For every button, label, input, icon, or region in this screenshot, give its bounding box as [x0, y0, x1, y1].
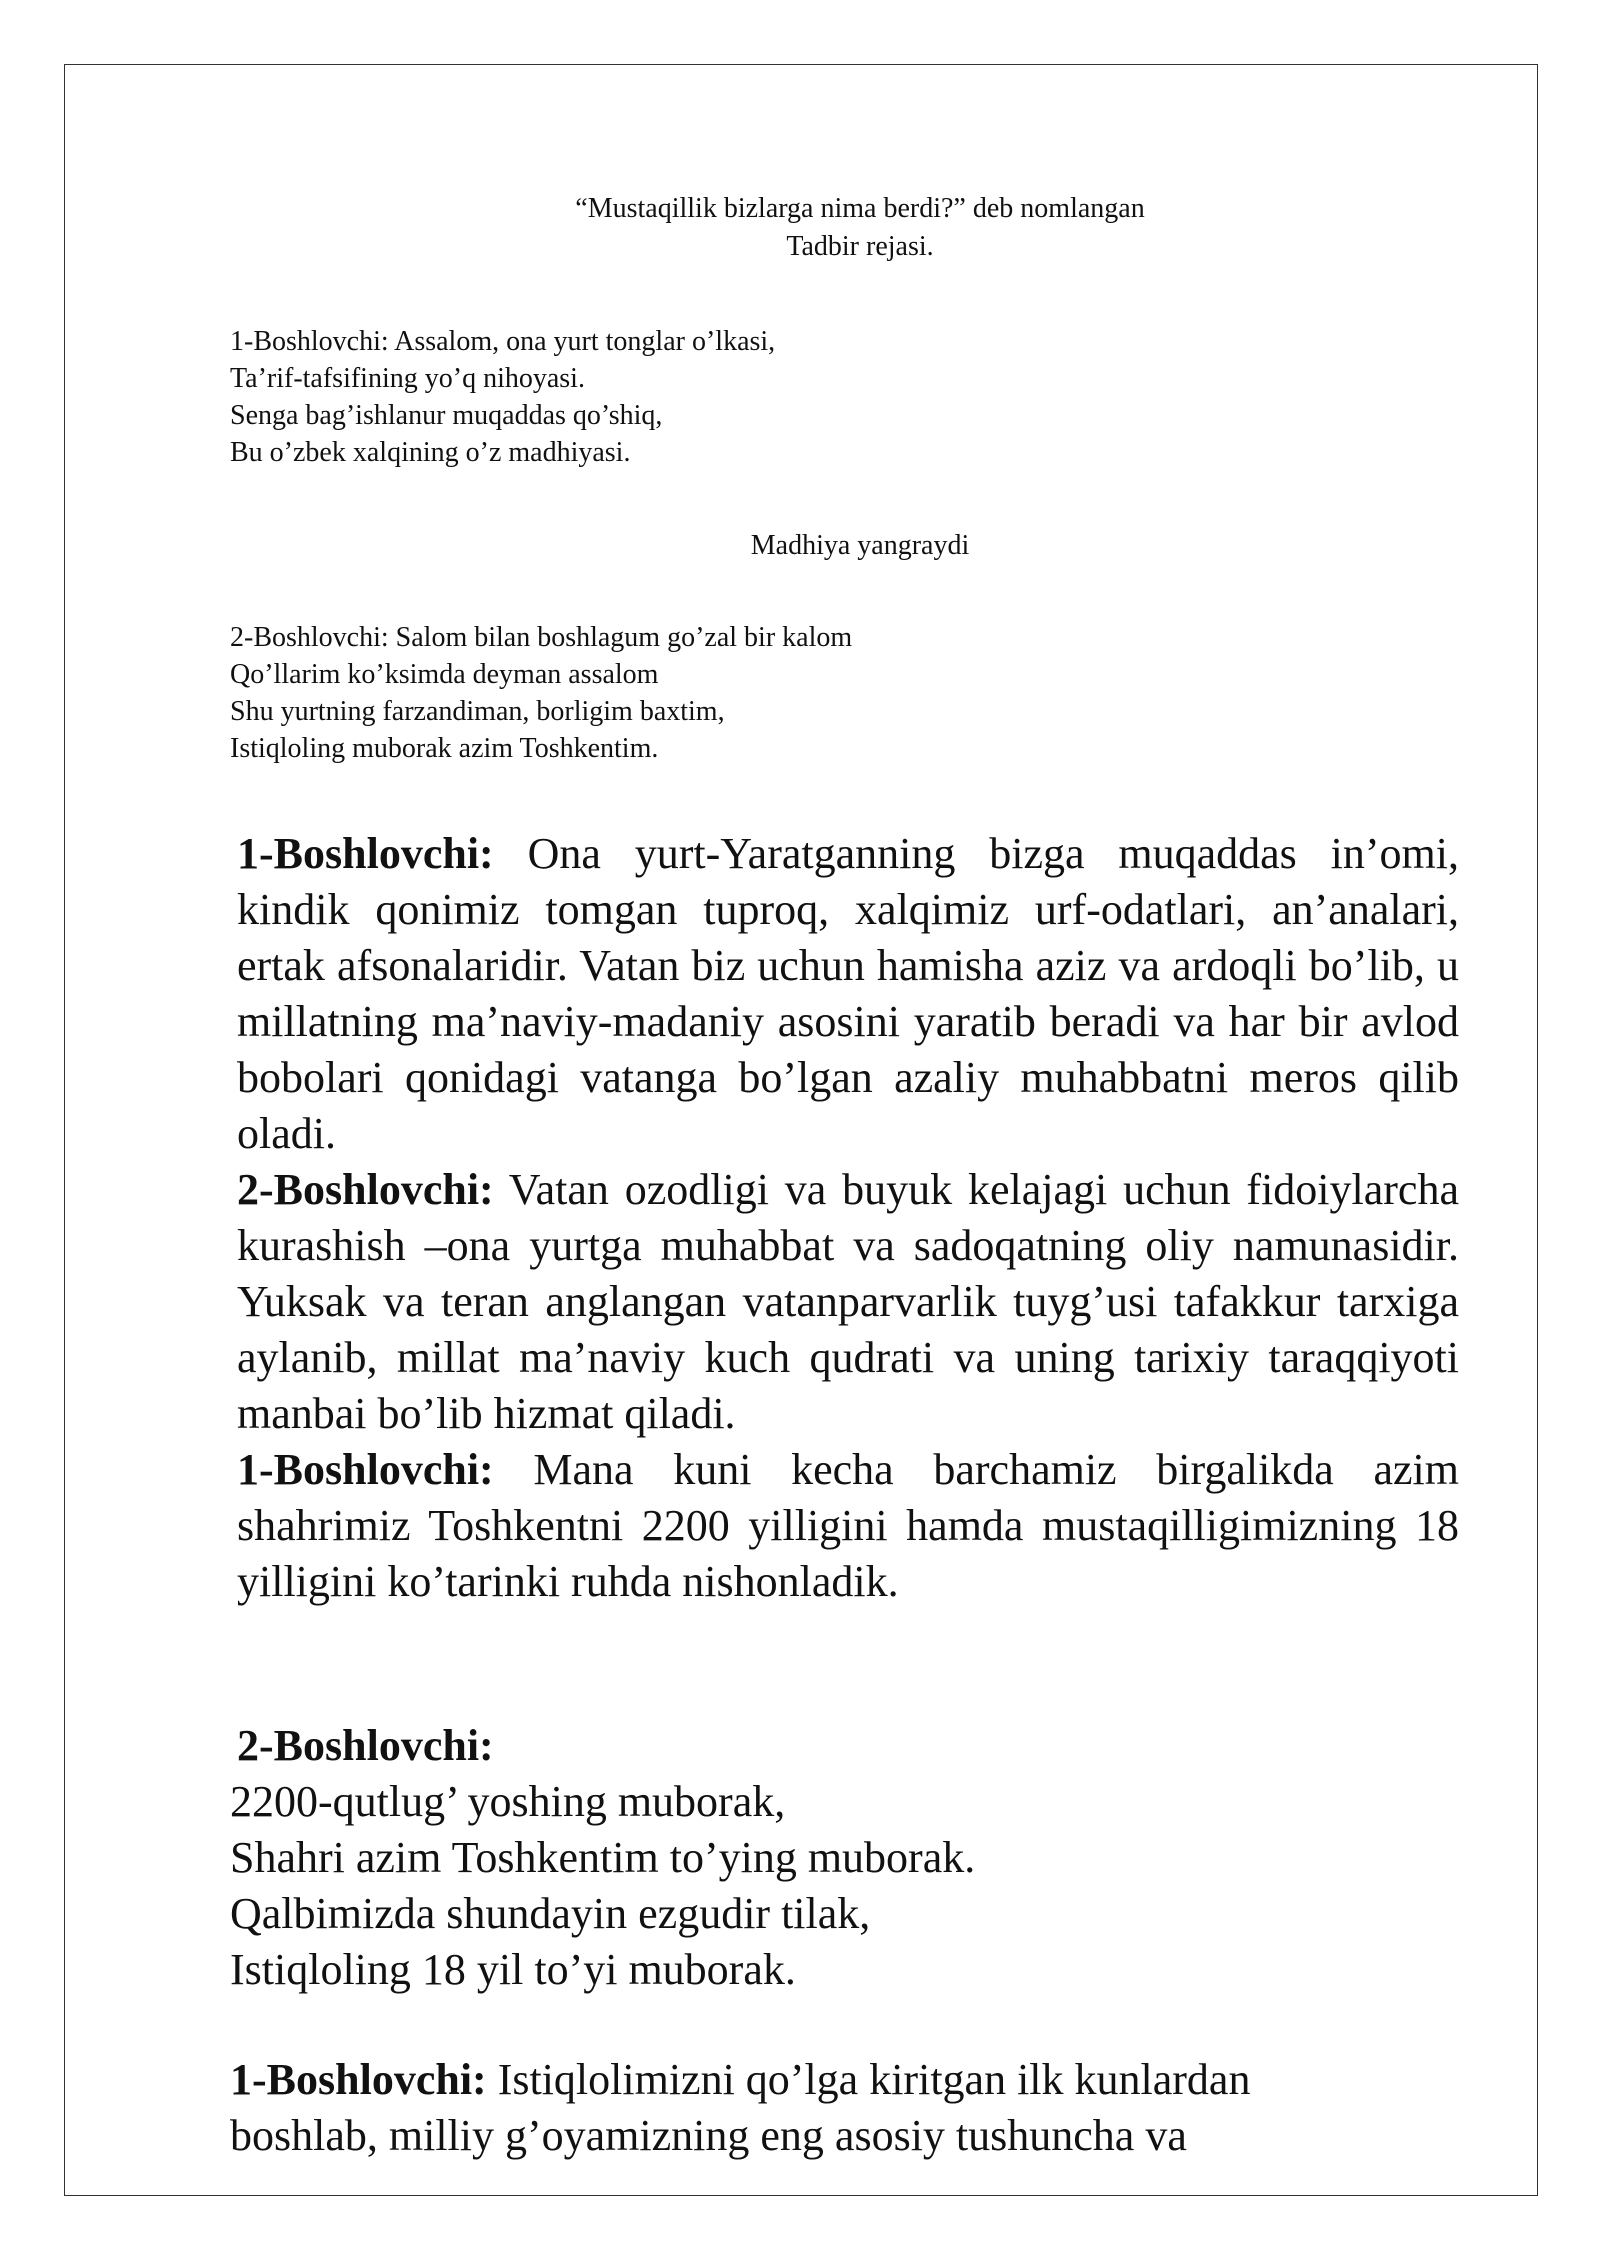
poem-speaker	[237, 1718, 494, 1774]
verse-line: Qo’llarim ko’ksimda deyman assalom	[230, 659, 659, 690]
anthem-note: Madhiya yangraydi	[750, 530, 970, 561]
verse-line: Senga bag’ishlanur muqaddas qo’shiq,	[230, 400, 663, 431]
paragraph-2	[237, 1162, 1459, 1442]
speaker-label: 1-Boshlovchi:	[230, 2055, 487, 2104]
main-paragraphs	[237, 826, 1459, 1610]
paragraph-text: Mana kuni kecha barchamiz birgalikda azim shahrimiz Toshkentni 2200 yilligini hamda mustaqilligimizning 18 yilligini ko’tarinki ruhda nishonladik.	[237, 1445, 1459, 1606]
paragraph-4	[230, 2052, 1250, 2164]
title-line-2: Tadbir rejasi.	[786, 231, 934, 262]
paragraph-3	[237, 1442, 1459, 1610]
paragraph-4-line-1	[230, 2052, 1250, 2108]
paragraph-4-line-2: boshlab, milliy g’oyamizning eng asosiy tushuncha va	[230, 2111, 1187, 2160]
poem-line: Istiqloling 18 yil to’yi muborak.	[230, 1945, 796, 1994]
verse-line: Istiqloling muborak azim Toshkentim.	[230, 733, 659, 764]
intro-verse-1	[230, 323, 775, 471]
speaker-label: 2-Boshlovchi:	[237, 1165, 494, 1214]
paragraph-text: Vatan ozodligi va buyuk kelajagi uchun fidoiylarcha kurashish –ona yurtga muhabbat va sadoqatning oliy namunasidir. Yuksak va teran anglangan vatanparvarlik tuyg’usi tafakkur tarxiga aylanib, millat ma’naviy kuch qudrati va uning tarixiy taraqqiyoti manbai bo’lib hizmat qiladi.	[237, 1165, 1459, 1438]
paragraph-1	[237, 826, 1459, 1162]
verse-line: Shu yurtning farzandiman, borligim baxtim,	[230, 696, 725, 727]
speaker-label: 1-Boshlovchi:	[237, 1445, 494, 1494]
poem-line: 2200-qutlug’ yoshing muborak,	[230, 1777, 786, 1826]
verse-line: 2-Boshlovchi: Salom bilan boshlagum go’zal bir kalom	[230, 622, 853, 653]
speaker-label: 1-Boshlovchi:	[237, 829, 494, 878]
verse-line: 1-Boshlovchi: Assalom, ona yurt tonglar o’lkasi,	[230, 326, 776, 357]
title-line-1: “Mustaqillik bizlarga nima berdi?” deb nomlangan	[575, 193, 1145, 224]
verse-line: Ta’rif-tafsifining yo’q nihoyasi.	[230, 363, 585, 394]
speaker-label: 2-Boshlovchi:	[237, 1721, 494, 1770]
document-title	[0, 190, 1600, 266]
poem-line: Qalbimizda shundayin ezgudir tilak,	[230, 1889, 871, 1938]
paragraph-text: Istiqlolimizni qo’lga kiritgan ilk kunlardan	[486, 2055, 1251, 2104]
poem-verse	[230, 1774, 975, 1998]
paragraph-text: Ona yurt-Yaratganning bizga muqaddas in’omi, kindik qonimiz tomgan tuproq, xalqimiz urf-odatlari, an’analari, ertak afsonalaridir. Vatan biz uchun hamisha aziz va ardoqli bo’lib, u millatning ma’naviy-madaniy asosini yaratib beradi va har bir avlod bobolari qonidagi vatanga bo’lgan azaliy muhabbatni meros qilib oladi.	[237, 829, 1459, 1158]
poem-line: Shahri azim Toshkentim to’ying muborak.	[230, 1833, 976, 1882]
verse-line: Bu o’zbek xalqining o’z madhiyasi.	[230, 437, 631, 468]
intro-verse-2	[230, 619, 852, 767]
